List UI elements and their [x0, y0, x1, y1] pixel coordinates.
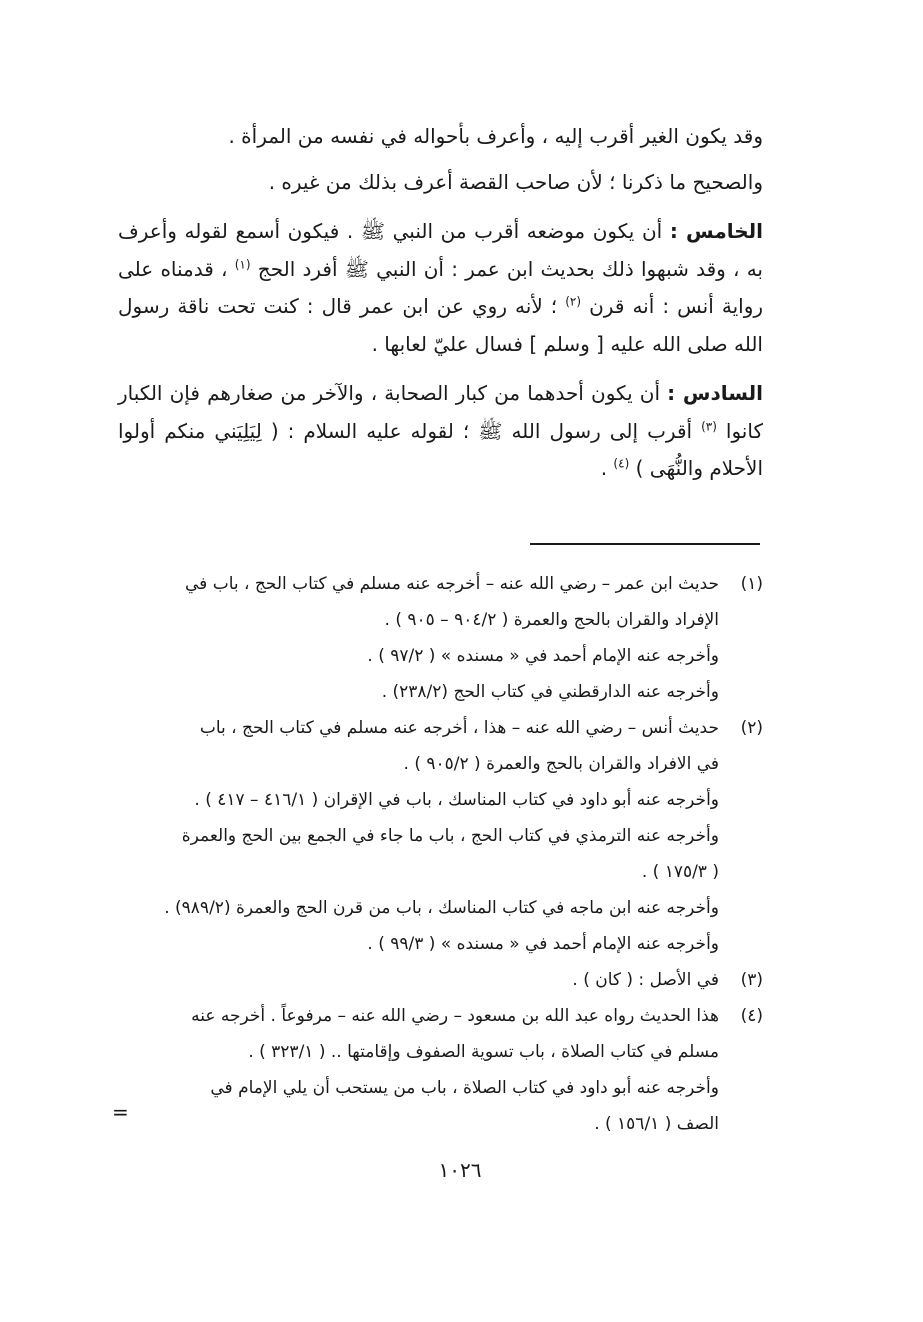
paragraph-3: [118, 213, 763, 363]
footnote-ref-3: (٣): [701, 418, 717, 433]
continuation-mark: =: [112, 1100, 129, 1124]
footnote-ref-4: (٤): [613, 456, 630, 471]
footnote-body: [118, 566, 719, 710]
footnote-number: (٤): [740, 1006, 763, 1026]
footnote-3: [118, 962, 763, 998]
footnote-line: في الأصل : ( كان ) .: [572, 970, 719, 990]
footnote-line: الصف ( ١٥٦/١ ) .: [594, 1114, 719, 1134]
paragraph-3-text-b: ، قدمناه على رواية أنس : أنه قرن: [118, 256, 764, 318]
footnote-1: [118, 566, 763, 710]
footnote-line: وأخرجه عنه الإمام أحمد في « مسنده » ( ٩٧/٢ ) .: [367, 646, 719, 666]
footnote-line: وأخرجه عنه الدارقطني في كتاب الحج (٢٣٨/٢) .: [381, 682, 719, 702]
main-text: [118, 118, 763, 500]
footnote-line: وأخرجه عنه أبو داود في كتاب الصلاة ، باب من يستحب أن يلي الإمام في: [210, 1078, 719, 1098]
footnote-line: وأخرجه عنه أبو داود في كتاب المناسك ، باب في الإقران ( ٤١٦/١ – ٤١٧ ) .: [194, 790, 719, 810]
footnote-ref-2: (٢): [565, 294, 582, 309]
paragraph-3-text-c: ؛ لأنه روي عن ابن عمر قال : كنت تحت ناقة رسول الله صلى الله عليه [ وسلم ] فسال عليّ لعابها .: [118, 294, 763, 356]
footnote-line: هذا الحديث رواه عبد الله بن مسعود – رضي الله عنه – مرفوعاً . أخرجه عنه: [191, 1006, 719, 1026]
footnote-ref-1: (١): [234, 256, 251, 271]
paragraph-4-text-a: أن يكون أحدهما من كبار الصحابة ، والآخر من صغارهم فإن الكبار كانوا: [118, 381, 763, 443]
footnote-number: (٣): [740, 970, 763, 990]
footnote-number: (٢): [740, 718, 763, 738]
footnote-line: وأخرجه عنه ابن ماجه في كتاب المناسك ، باب من قرن الحج والعمرة (٩٨٩/٢) .: [164, 898, 719, 918]
footnote-line: ( ١٧٥/٣ ) .: [641, 862, 719, 882]
footnote-line: وأخرجه عنه الترمذي في كتاب الحج ، باب ما جاء في الجمع بين الحج والعمرة: [181, 826, 719, 846]
page-number: ١٠٢٦: [438, 1158, 482, 1182]
footnote-2: [118, 710, 763, 962]
footnote-line: الإفراد والقران بالحج والعمرة ( ٩٠٤/٢ – ٩٠٥ ) .: [384, 610, 719, 630]
footnote-body: [118, 962, 719, 998]
paragraph-2: والصحيح ما ذكرنا ؛ لأن صاحب القصة أعرف بذلك من غيره .: [268, 169, 763, 194]
paragraph-3-text-a: أن يكون موضعه أقرب من النبي ﷺ . فيكون أسمع لقوله وأعرف به ، وقد شبهوا ذلك بحديث ابن عمر : أن النبي ﷺ أفرد الحج: [118, 219, 763, 281]
footnote-divider: [530, 543, 760, 545]
footnote-line: في الافراد والقران بالحج والعمرة ( ٩٠٥/٢ ) .: [403, 754, 719, 774]
footnote-line: حديث أنس – رضي الله عنه – هذا ، أخرجه عنه مسلم في كتاب الحج ، باب: [199, 718, 719, 738]
footnote-number: (١): [740, 574, 763, 594]
footnote-body: [118, 710, 719, 962]
footnote-line: مسلم في كتاب الصلاة ، باب تسوية الصفوف وإقامتها .. ( ٣٢٣/١ ) .: [248, 1042, 719, 1062]
paragraph-4: [118, 375, 763, 488]
footnotes: [118, 566, 763, 1142]
paragraph-4-lead: السادس :: [667, 381, 763, 405]
footnote-4: [118, 998, 763, 1142]
paragraph-3-lead: الخامس :: [669, 219, 763, 243]
footnote-body: [118, 998, 719, 1142]
footnote-line: وأخرجه عنه الإمام أحمد في « مسنده » ( ٩٩/٣ ) .: [367, 934, 719, 954]
footnote-line: حديث ابن عمر – رضي الله عنه – أخرجه عنه مسلم في كتاب الحج ، باب في: [185, 574, 719, 594]
paragraph-4-text-b: أقرب إلى رسول الله ﷺ ؛ لقوله عليه السلام : ( لِيَلِيَني منكم أولوا الأحلام والنُّهَى ): [118, 418, 763, 480]
paragraph-4-text-c: .: [600, 456, 614, 480]
paragraph-1: وقد يكون الغير أقرب إليه ، وأعرف بأحواله في نفسه من المرأة .: [228, 124, 763, 148]
